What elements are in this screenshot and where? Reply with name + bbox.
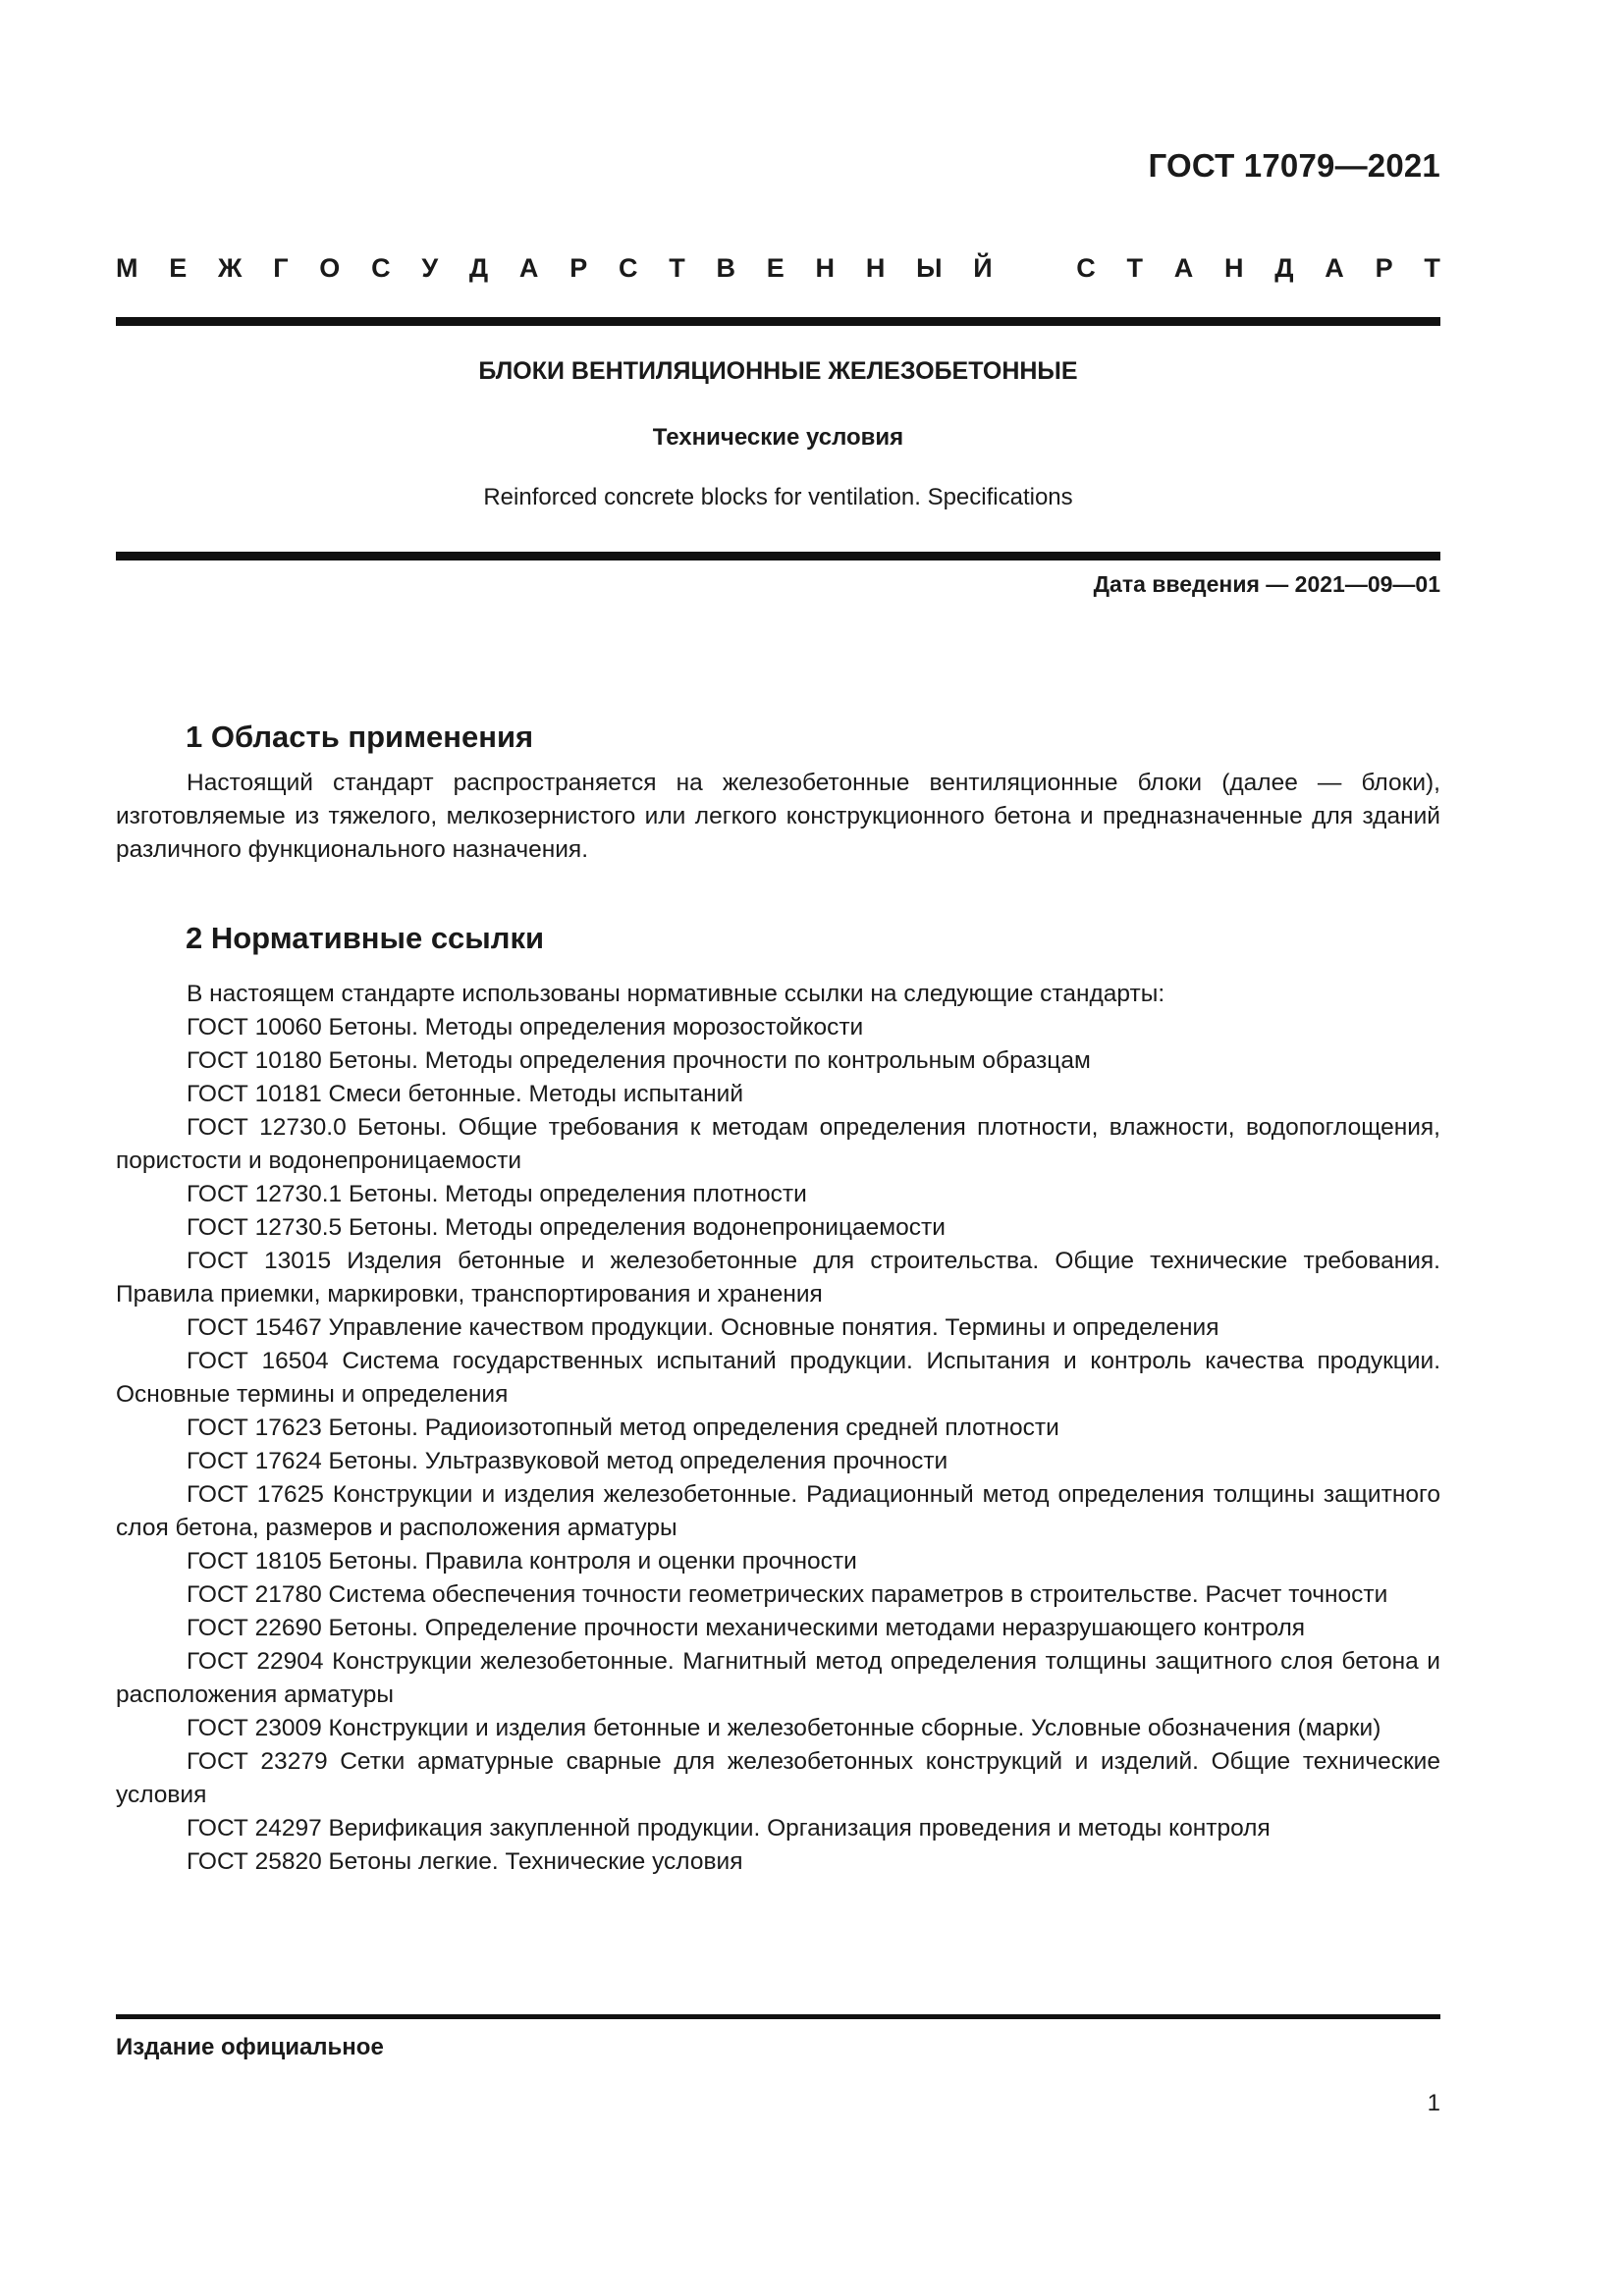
- banner-letter: Н: [815, 253, 836, 283]
- introduction-date: Дата введения — 2021—09—01: [1093, 571, 1440, 597]
- reference-item: ГОСТ 13015 Изделия бетонные и железобетонные для строительства. Общие технические требования. Правила приемки, маркировки, транспортирования и хранения: [116, 1248, 1440, 1308]
- footer-divider: [116, 2014, 1440, 2019]
- reference-item: ГОСТ 15467 Управление качеством продукции. Основные понятия. Термины и определения: [187, 1314, 1219, 1341]
- document-title-english: Reinforced concrete blocks for ventilation. Specifications: [483, 484, 1073, 510]
- reference-item: ГОСТ 24297 Верификация закупленной продукции. Организация проведения и методы контроля: [187, 1815, 1271, 1842]
- banner-letter: Н: [1224, 253, 1244, 283]
- reference-item: ГОСТ 17623 Бетоны. Радиоизотопный метод определения средней плотности: [187, 1415, 1059, 1441]
- banner-letter: М: [116, 253, 138, 283]
- banner-letter: Р: [1375, 253, 1393, 283]
- section-scope: [116, 718, 1440, 867]
- standard-number: ГОСТ 17079—2021: [1148, 147, 1440, 184]
- reference-item: ГОСТ 23009 Конструкции и изделия бетонные и железобетонные сборные. Условные обозначения (марки): [187, 1715, 1381, 1741]
- banner-letter: Ж: [218, 253, 243, 283]
- reference-item: ГОСТ 16504 Система государственных испытаний продукции. Испытания и контроль качества продукции. Основные термины и определения: [116, 1348, 1440, 1408]
- reference-item: ГОСТ 22904 Конструкции железобетонные. Магнитный метод определения толщины защитного слоя бетона и расположения арматуры: [116, 1648, 1440, 1708]
- banner-letter: С: [1076, 253, 1096, 283]
- banner-letter: А: [1173, 253, 1194, 283]
- banner-letter: Д: [468, 253, 489, 283]
- reference-item: ГОСТ 25820 Бетоны легкие. Технические условия: [187, 1848, 743, 1875]
- banner-letter: Т: [1424, 253, 1440, 283]
- banner-letter: О: [319, 253, 341, 283]
- reference-item: ГОСТ 12730.0 Бетоны. Общие требования к методам определения плотности, влажности, водопоглощения, пористости и водонепроницаемости: [116, 1114, 1440, 1174]
- section-heading: 1 Область применения: [186, 720, 534, 754]
- section-heading: 2 Нормативные ссылки: [186, 921, 545, 955]
- banner-letter: А: [518, 253, 539, 283]
- banner-letter: Р: [569, 253, 588, 283]
- reference-item: ГОСТ 12730.5 Бетоны. Методы определения водонепроницаемости: [187, 1214, 946, 1241]
- official-edition-label: Издание официальное: [116, 2034, 384, 2060]
- banner-letter: Е: [766, 253, 785, 283]
- section-paragraph: В настоящем стандарте использованы нормативные ссылки на следующие стандарты:: [187, 981, 1165, 1007]
- reference-item: ГОСТ 21780 Система обеспечения точности геометрических параметров в строительстве. Расчет точности: [187, 1581, 1388, 1608]
- page-number: 1: [1427, 2090, 1440, 2116]
- interstate-standard-banner: [116, 253, 1440, 284]
- banner-letter: У: [421, 253, 439, 283]
- banner-letter: Т: [669, 253, 685, 283]
- section-normative-references: [116, 919, 1440, 1879]
- section-paragraph: Настоящий стандарт распространяется на железобетонные вентиляционные блоки (далее — блоки), изготовляемые из тяжелого, мелкозернистого или легкого конструкционного бетона и предназначенные для зданий различного функционального назначения.: [116, 770, 1440, 863]
- document-subtitle: Технические условия: [652, 424, 904, 451]
- banner-word-gap: [1023, 253, 1045, 284]
- reference-item: ГОСТ 10180 Бетоны. Методы определения прочности по контрольным образцам: [187, 1047, 1091, 1074]
- banner-letter: Г: [273, 253, 289, 283]
- title-divider: [116, 552, 1440, 561]
- banner-letter: Т: [1126, 253, 1143, 283]
- banner-letter: А: [1325, 253, 1344, 283]
- document-title: БЛОКИ ВЕНТИЛЯЦИОННЫЕ ЖЕЛЕЗОБЕТОННЫЕ: [478, 357, 1078, 385]
- banner-letter: Й: [973, 253, 993, 283]
- banner-letter: С: [618, 253, 638, 283]
- reference-item: ГОСТ 17624 Бетоны. Ультразвуковой метод определения прочности: [187, 1448, 948, 1474]
- banner-letter: Е: [169, 253, 188, 283]
- reference-item: ГОСТ 10181 Смеси бетонные. Методы испытаний: [187, 1081, 744, 1107]
- banner-letter: Д: [1274, 253, 1294, 283]
- reference-item: ГОСТ 12730.1 Бетоны. Методы определения плотности: [187, 1181, 807, 1207]
- reference-item: ГОСТ 10060 Бетоны. Методы определения морозостойкости: [187, 1014, 864, 1041]
- reference-item: ГОСТ 18105 Бетоны. Правила контроля и оценки прочности: [187, 1548, 857, 1575]
- reference-item: ГОСТ 23279 Сетки арматурные сварные для железобетонных конструкций и изделий. Общие технические условия: [116, 1748, 1440, 1808]
- banner-letter: Ы: [916, 253, 943, 283]
- banner-letter: В: [716, 253, 735, 283]
- header-divider: [116, 317, 1440, 326]
- reference-item: ГОСТ 22690 Бетоны. Определение прочности механическими методами неразрушающего контроля: [187, 1615, 1306, 1641]
- banner-letter: С: [371, 253, 391, 283]
- banner-letter: Н: [865, 253, 886, 283]
- reference-item: ГОСТ 17625 Конструкции и изделия железобетонные. Радиационный метод определения толщины защитного слоя бетона, размеров и расположения арматуры: [116, 1481, 1440, 1541]
